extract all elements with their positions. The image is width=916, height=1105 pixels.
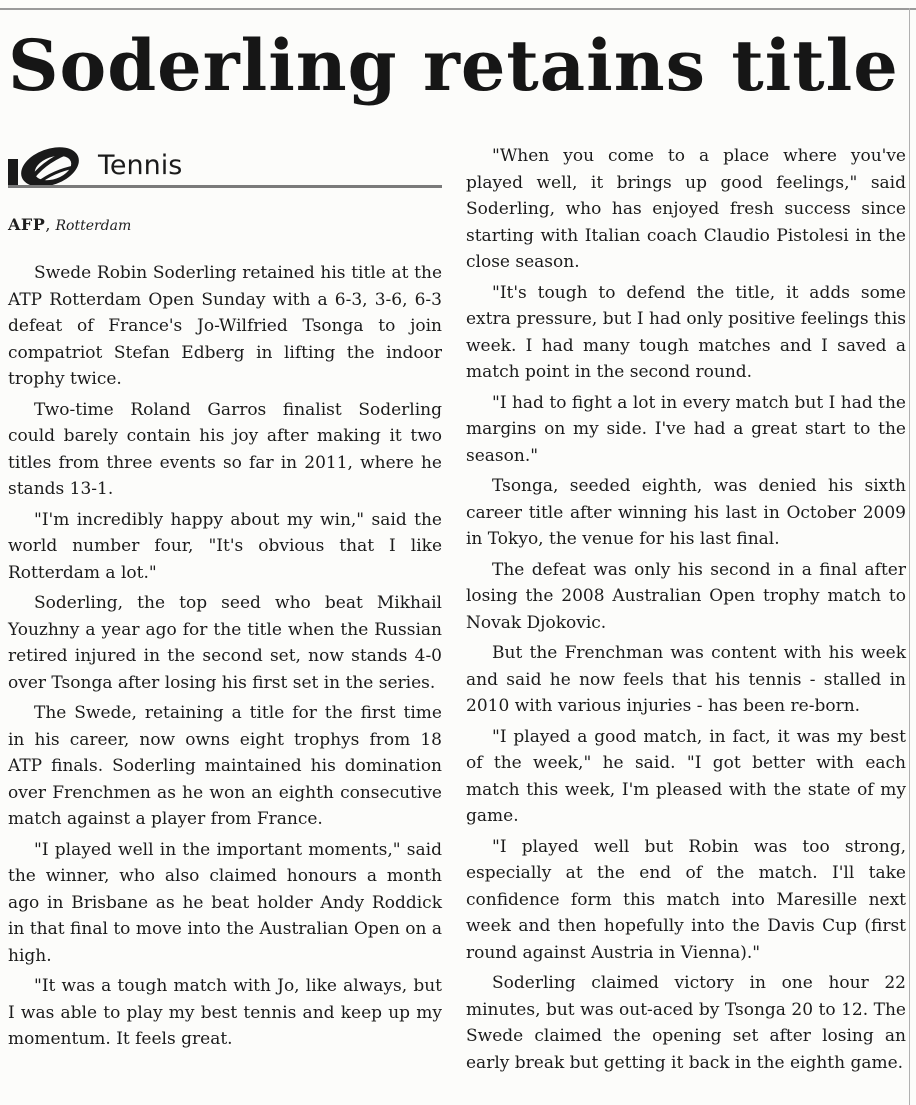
paragraph: Swede Robin Soderling retained his title at the ATP Rotterdam Open Sunday with a 6-3, 3-6, 6-3 defeat of France's Jo-Wilfried Tsonga to join compatriot Stefan Edberg in lifting the indoor trophy twice. — [8, 263, 442, 389]
section-rule — [8, 185, 442, 188]
tennis-ball-icon — [8, 143, 88, 187]
left-column — [8, 260, 442, 1057]
right-column — [466, 143, 906, 1080]
paragraph: "It was a tough match with Jo, like always, but I was able to play my best tennis and keep up my momentum. It feels great. — [8, 976, 442, 1049]
section-header — [8, 143, 442, 193]
paragraph: "I had to fight a lot in every match but I had the margins on my side. I've had a great start to the season." — [466, 392, 906, 466]
paragraph: "It's tough to defend the title, it adds some extra pressure, but I had only positive feelings this week. I had many tough matches and I saved a match point in the second round. — [466, 282, 906, 382]
paragraph: "I played well in the important moments," said the winner, who also claimed honours a month ago in Brisbane as he beat holder Andy Roddick in that final to move into the Australian Open on a high. — [8, 839, 442, 966]
byline: AFP, Rotterdam — [8, 215, 132, 234]
headline: Soderling retains title — [8, 24, 899, 107]
paragraph: But the Frenchman was content with his week and said he now feels that his tennis - stalled in 2010 with various injuries - has been re-born. — [466, 643, 906, 716]
top-rule — [0, 8, 916, 10]
paragraph: The defeat was only his second in a final after losing the 2008 Australian Open trophy match to Novak Djokovic. — [466, 559, 906, 633]
section-label: Tennis — [98, 150, 183, 181]
paragraph: Soderling claimed victory in one hour 22 minutes, but was out-aced by Tsonga 20 to 12. The Swede claimed the opening set after losing an early break but getting it back in the eighth game. — [466, 973, 906, 1073]
paragraph: "When you come to a place where you've played well, it brings up good feelings," said Soderling, who has enjoyed fresh success since starting with Italian coach Claudio Pistolesi in the close season. — [466, 146, 906, 272]
paragraph: "I'm incredibly happy about my win," said the world number four, "It's obvious that I like Rotterdam a lot." — [8, 509, 442, 583]
byline-agency: AFP — [8, 215, 46, 234]
paragraph: Soderling, the top seed who beat Mikhail Youzhny a year ago for the title when the Russian retired injured in the second set, now stands 4-0 over Tsonga after losing his first set in the series. — [8, 593, 442, 693]
paragraph: Two-time Roland Garros finalist Soderling could barely contain his joy after making it two titles from three events so far in 2011, where he stands 13-1. — [8, 399, 442, 499]
paragraph: "I played well but Robin was too strong, especially at the end of the match. I'll take confidence form this match into Maresille next week and then hopefully into the Davis Cup (first round against Austria in Vienna)." — [466, 836, 906, 963]
byline-location: Rotterdam — [55, 218, 132, 234]
paragraph: The Swede, retaining a title for the first time in his career, now owns eight trophys from 18 ATP finals. Soderling maintained his domination over Frenchmen as he won an eighth consecutive match against a player from France. — [8, 703, 442, 829]
paragraph: "I played a good match, in fact, it was my best of the week," he said. "I got better with each match this week, I'm pleased with the state of my game. — [466, 726, 906, 826]
paragraph: Tsonga, seeded eighth, was denied his sixth career title after winning his last in October 2009 in Tokyo, the venue for his last final. — [466, 476, 906, 549]
right-rule — [909, 8, 910, 1105]
